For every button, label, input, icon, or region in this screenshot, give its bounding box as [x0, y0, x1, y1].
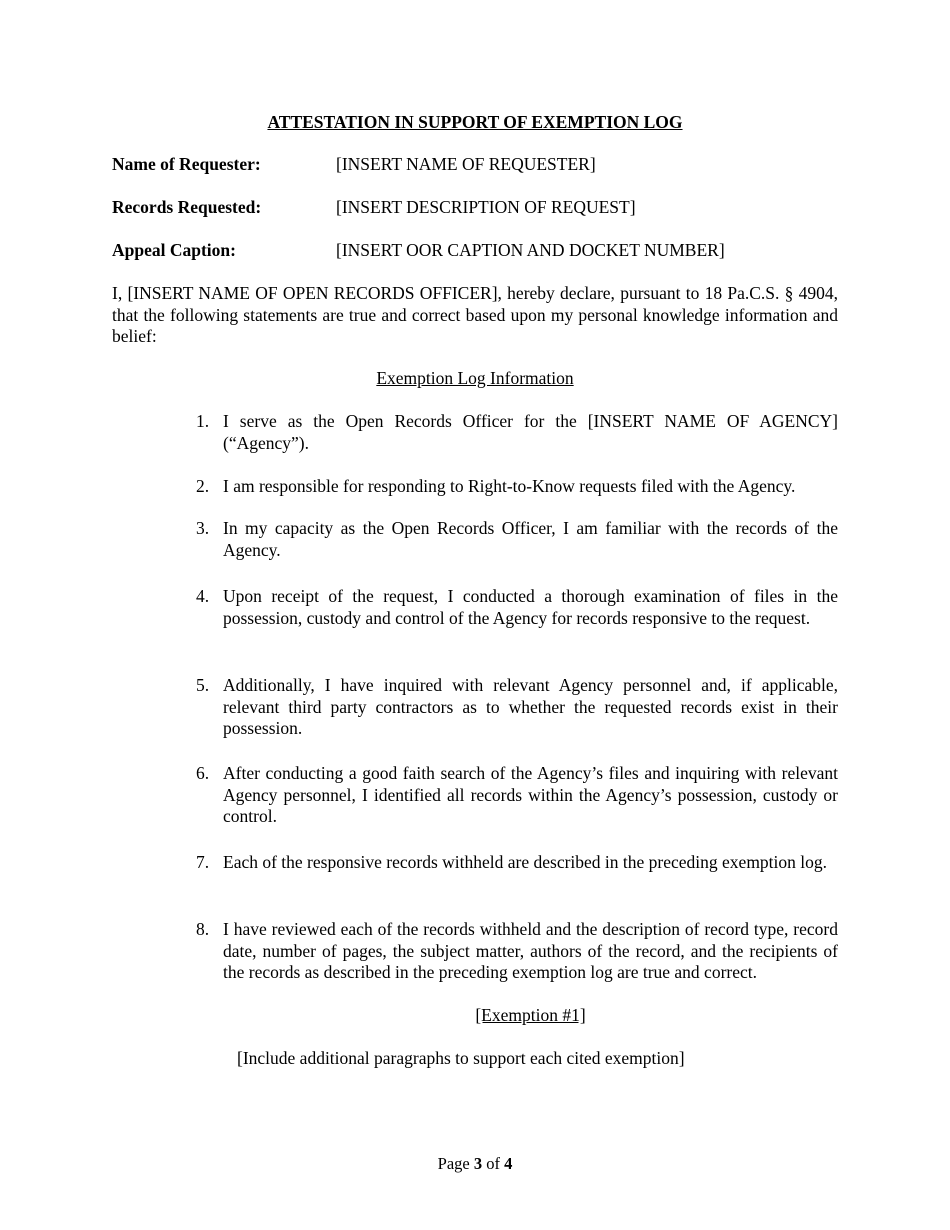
exemption-heading: [Exemption #1]: [475, 1005, 586, 1025]
page-footer: [0, 1153, 950, 1175]
additional-note: [Include additional paragraphs to support each cited exemption]: [237, 1048, 685, 1068]
field-value: [INSERT OOR CAPTION AND DOCKET NUMBER]: [336, 240, 725, 260]
field-label: Appeal Caption:: [112, 240, 236, 260]
page-word: Page: [437, 1154, 470, 1173]
of-word: of: [486, 1154, 500, 1173]
field-value: [INSERT NAME OF REQUESTER]: [336, 154, 596, 174]
list-number: 5.: [196, 675, 210, 695]
document-page: [112, 0, 838, 1230]
list-number: 1.: [196, 411, 210, 431]
list-text: I am responsible for responding to Right-to-Know requests filed with the Agency.: [223, 476, 796, 496]
list-text: After conducting a good faith search of the Agency’s files and inquiring with relevant Agency personnel, I identified all records within the Agency’s possession, custody or control.: [223, 763, 838, 826]
list-text: Each of the responsive records withheld are described in the preceding exemption log.: [223, 852, 828, 872]
field-label: Records Requested:: [112, 197, 262, 217]
list-text: Additionally, I have inquired with relevant Agency personnel and, if applicable, relevant third party contractors as to whether the requested records exist in their possession.: [223, 675, 838, 738]
intro-paragraph: I, [INSERT NAME OF OPEN RECORDS OFFICER], hereby declare, pursuant to 18 Pa.C.S. § 4904, that the following statements are true and correct based upon my personal knowledge information and belief:: [112, 283, 838, 346]
field-value: [INSERT DESCRIPTION OF REQUEST]: [336, 197, 636, 217]
page-current: 3: [473, 1154, 483, 1173]
list-number: 8.: [196, 919, 210, 939]
list-text: I have reviewed each of the records withheld and the description of record type, record date, number of pages, the subject matter, authors of the record, and the recipients of the records as described in the preceding exemption log are true and correct.: [223, 919, 838, 982]
list-number: 6.: [196, 763, 210, 783]
document-title: ATTESTATION IN SUPPORT OF EXEMPTION LOG: [267, 112, 683, 132]
list-text: I serve as the Open Records Officer for the [INSERT NAME OF AGENCY] (“Agency”).: [223, 411, 838, 453]
list-number: 7.: [196, 852, 210, 872]
page-total: 4: [504, 1154, 513, 1173]
field-label: Name of Requester:: [112, 154, 261, 174]
list-text: Upon receipt of the request, I conducted a thorough examination of files in the possession, custody and control of the Agency for records responsive to the request.: [223, 586, 838, 628]
list-text: In my capacity as the Open Records Officer, I am familiar with the records of the Agency.: [223, 518, 838, 560]
section-heading: Exemption Log Information: [376, 368, 574, 388]
list-number: 3.: [196, 518, 210, 538]
list-number: 2.: [196, 476, 210, 496]
list-number: 4.: [196, 586, 210, 606]
